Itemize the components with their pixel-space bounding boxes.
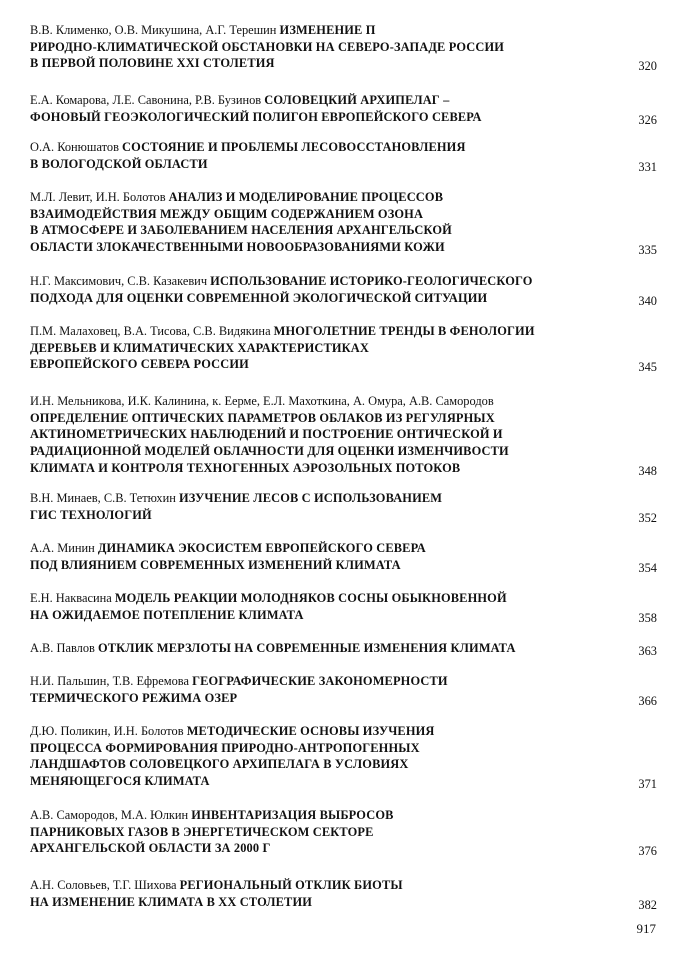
toc-entry-line: [30, 222, 452, 238]
toc-entry-line: [30, 673, 448, 689]
entry-page-number: 335: [638, 243, 657, 258]
toc-entry-line: [30, 239, 445, 255]
toc-entry-line: [30, 393, 494, 409]
entry-title: ЕВРОПЕЙСКОГО СЕВЕРА РОССИИ: [30, 357, 249, 372]
entry-title: АКТИНОМЕТРИЧЕСКИХ НАБЛЮДЕНИЙ И ПОСТРОЕНИЕ ОНТИЧЕСКОЙ И: [30, 427, 503, 442]
page-number: 917: [636, 921, 656, 936]
entry-title: ФОНОВЫЙ ГЕОЭКОЛОГИЧЕСКИЙ ПОЛИГОН ЕВРОПЕЙСКОГО СЕВЕРА: [30, 109, 482, 124]
entry-title: ДЕРЕВЬЕВ И КЛИМАТИЧЕСКИХ ХАРАКТЕРИСТИКАХ: [30, 340, 370, 355]
entry-authors: А.А. Минин: [30, 541, 98, 555]
entry-title: ОПРЕДЕЛЕНИЕ ОПТИЧЕСКИХ ПАРАМЕТРОВ ОБЛАКОВ ИЗ РЕГУЛЯРНЫХ: [30, 410, 495, 425]
toc-entry-line: [30, 807, 394, 823]
toc-entry-line: [30, 189, 443, 205]
entry-title: ОБЛАСТИ ЗЛОКАЧЕСТВЕННЫМИ НОВООБРАЗОВАНИЯМИ КОЖИ: [30, 240, 445, 255]
entry-authors: О.А. Конюшатов: [30, 140, 123, 154]
entry-page-number: 366: [638, 693, 657, 708]
entry-authors: Е.А. Комарова, Л.Е. Савонина, Р.В. Бузинов: [30, 93, 265, 107]
entry-authors: Н.И. Пальшин, Т.В. Ефремова: [30, 674, 193, 688]
entry-page-number: 363: [638, 644, 657, 658]
entry-title: НА ОЖИДАЕМОЕ ПОТЕПЛЕНИЕ КЛИМАТА: [30, 607, 304, 622]
entry-title: НА ИЗМЕНЕНИЕ КЛИМАТА В XX СТОЛЕТИИ: [30, 894, 313, 909]
entry-page-number: 326: [638, 112, 657, 127]
toc-entry-line: [30, 206, 423, 222]
entry-title: ДИНАМИКА ЭКОСИСТЕМ ЕВРОПЕЙСКОГО СЕВЕРА: [97, 541, 426, 555]
entry-title: ПАРНИКОВЫХ ГАЗОВ В ЭНЕРГЕТИЧЕСКОМ СЕКТОРЕ: [30, 824, 374, 839]
entry-page-number: 348: [638, 463, 657, 478]
entry-authors: А.В. Самородов, М.А. Юлкин: [30, 808, 192, 822]
entry-authors: Е.Н. Наквасина: [30, 591, 115, 605]
toc-entry-line: [30, 590, 507, 606]
entry-title: АРХАНГЕЛЬСКОЙ ОБЛАСТИ ЗА 2000 Г: [30, 841, 271, 856]
toc-entry-line: [30, 273, 533, 289]
toc-entry-line: [30, 894, 312, 910]
entry-title: ПОД ВЛИЯНИЕМ СОВРЕМЕННЫХ ИЗМЕНЕНИЙ КЛИМАТА: [30, 557, 401, 572]
toc-entry-line: [30, 877, 403, 893]
entry-title: В ВОЛОГОДСКОЙ ОБЛАСТИ: [30, 156, 208, 171]
toc-entry-line: [30, 490, 442, 506]
entry-title: МОДЕЛЬ РЕАКЦИИ МОЛОДНЯКОВ СОСНЫ ОБЫКНОВЕННОЙ: [114, 591, 507, 605]
toc-entry-line: [30, 109, 482, 125]
entry-authors: И.Н. Мельникова, И.К. Калинина, к. Еерме, Е.Л. Махоткина, А. Омура, А.В. Самородов: [30, 394, 494, 408]
entry-page-number: 382: [638, 897, 657, 912]
entry-title: АНАЛИЗ И МОДЕЛИРОВАНИЕ ПРОЦЕССОВ: [168, 190, 444, 204]
entry-title: КЛИМАТА И КОНТРОЛЯ ТЕХНОГЕННЫХ АЭРОЗОЛЬНЫХ ПОТОКОВ: [30, 460, 461, 475]
entry-page-number: 320: [638, 59, 657, 74]
entry-title: РИРОДНО-КЛИМАТИЧЕСКОЙ ОБСТАНОВКИ НА СЕВЕРО-ЗАПАДЕ РОССИИ: [30, 39, 505, 54]
entry-page-number: 354: [638, 560, 657, 575]
toc-entry-line: [30, 557, 401, 573]
entry-title: ЛАНДШАФТОВ СОЛОВЕЦКОГО АРХИПЕЛАГА В УСЛОВИЯХ: [30, 757, 409, 772]
entry-title: ИЗМЕНЕНИЕ П: [279, 23, 376, 37]
entry-title: РАДИАЦИОННОЙ МОДЕЛЕЙ ОБЛАЧНОСТИ ДЛЯ ОЦЕНКИ ИЗМЕНЧИВОСТИ: [30, 444, 509, 459]
entry-authors: Н.Г. Максимович, С.В. Казакевич: [30, 274, 211, 288]
entry-authors: В.Н. Минаев, С.В. Тетюхин: [30, 491, 179, 505]
entry-title: ОТКЛИК МЕРЗЛОТЫ НА СОВРЕМЕННЫЕ ИЗМЕНЕНИЯ КЛИМАТА: [97, 641, 516, 655]
entry-title: ТЕРМИЧЕСКОГО РЕЖИМА ОЗЕР: [30, 690, 238, 705]
entry-title: В АТМОСФЕРЕ И ЗАБОЛЕВАНИЕМ НАСЕЛЕНИЯ АРХАНГЕЛЬСКОЙ: [30, 223, 452, 238]
entry-page-number: 376: [638, 844, 657, 859]
toc-entry-line: [30, 323, 535, 339]
toc-entry-line: [30, 443, 509, 459]
entry-page-number: 345: [638, 360, 657, 375]
toc-entry-line: [30, 723, 435, 739]
entry-title: ПРОЦЕССА ФОРМИРОВАНИЯ ПРИРОДНО-АНТРОПОГЕННЫХ: [30, 740, 420, 755]
toc-entry-line: [30, 426, 503, 442]
toc-entry-line: [30, 55, 275, 71]
entry-title: МЕНЯЮЩЕГОСЯ КЛИМАТА: [30, 774, 210, 789]
toc-entry-line: [30, 156, 208, 172]
toc-entry-line: [30, 773, 210, 789]
entry-authors: А.В. Павлов: [30, 641, 98, 655]
entry-authors: А.Н. Соловьев, Т.Г. Шихова: [30, 878, 180, 892]
entry-title: МНОГОЛЕТНИЕ ТРЕНДЫ В ФЕНОЛОГИИ: [273, 324, 535, 338]
toc-entry-line: [30, 139, 466, 155]
toc-entry-line: [30, 740, 420, 756]
entry-title: ИЗУЧЕНИЕ ЛЕСОВ С ИСПОЛЬЗОВАНИЕМ: [179, 491, 443, 505]
entry-title: МЕТОДИЧЕСКИЕ ОСНОВЫ ИЗУЧЕНИЯ: [186, 724, 435, 738]
entry-authors: М.Л. Левит, И.Н. Болотов: [30, 190, 169, 204]
toc-entry-line: [30, 824, 374, 840]
toc-entry-line: [30, 690, 237, 706]
toc-entry-line: [30, 507, 152, 523]
entry-page-number: 358: [638, 610, 657, 625]
entry-page-number: 352: [638, 510, 657, 525]
entry-authors: Д.Ю. Поликин, И.Н. Болотов: [30, 724, 187, 738]
toc-entry-line: [30, 756, 408, 772]
entry-title: СОСТОЯНИЕ И ПРОБЛЕМЫ ЛЕСОВОССТАНОВЛЕНИЯ: [122, 140, 466, 154]
toc-entry-line: [30, 92, 449, 108]
entry-page-number: 340: [638, 293, 657, 308]
toc-entry-line: [30, 290, 487, 306]
toc-entry-line: [30, 607, 304, 623]
entry-title: ИНВЕНТАРИЗАЦИЯ ВЫБРОСОВ: [191, 808, 394, 822]
entry-title: ГИС ТЕХНОЛОГИЙ: [30, 507, 152, 522]
entry-authors: П.М. Малаховец, В.А. Тисова, С.В. Видякина: [30, 324, 274, 338]
toc-entry-line: [30, 340, 369, 356]
entry-title: ИСПОЛЬЗОВАНИЕ ИСТОРИКО-ГЕОЛОГИЧЕСКОГО: [210, 274, 533, 288]
entry-title: РЕГИОНАЛЬНЫЙ ОТКЛИК БИОТЫ: [179, 878, 403, 892]
toc-entry-line: [30, 640, 516, 656]
toc-entry-line: [30, 460, 460, 476]
toc-entry-line: [30, 356, 249, 372]
toc-entry-line: [30, 840, 271, 856]
toc-entry-line: [30, 39, 504, 55]
entry-page-number: 331: [638, 159, 657, 174]
toc-entry-line: [30, 410, 495, 426]
entry-title: СОЛОВЕЦКИЙ АРХИПЕЛАГ –: [264, 93, 450, 107]
toc-entry-line: [30, 22, 376, 38]
entry-title: ПОДХОДА ДЛЯ ОЦЕНКИ СОВРЕМЕННОЙ ЭКОЛОГИЧЕСКОЙ СИТУАЦИИ: [30, 290, 488, 305]
toc-entry-line: [30, 540, 426, 556]
entry-title: В ПЕРВОЙ ПОЛОВИНЕ XXI СТОЛЕТИЯ: [30, 56, 275, 71]
entry-page-number: 371: [638, 777, 657, 792]
entry-title: ГЕОГРАФИЧЕСКИЕ ЗАКОНОМЕРНОСТИ: [192, 674, 448, 688]
entry-authors: В.В. Клименко, О.В. Микушина, А.Г. Терешин: [30, 23, 280, 37]
entry-title: ВЗАИМОДЕЙСТВИЯ МЕЖДУ ОБЩИМ СОДЕРЖАНИЕМ ОЗОНА: [30, 206, 424, 221]
